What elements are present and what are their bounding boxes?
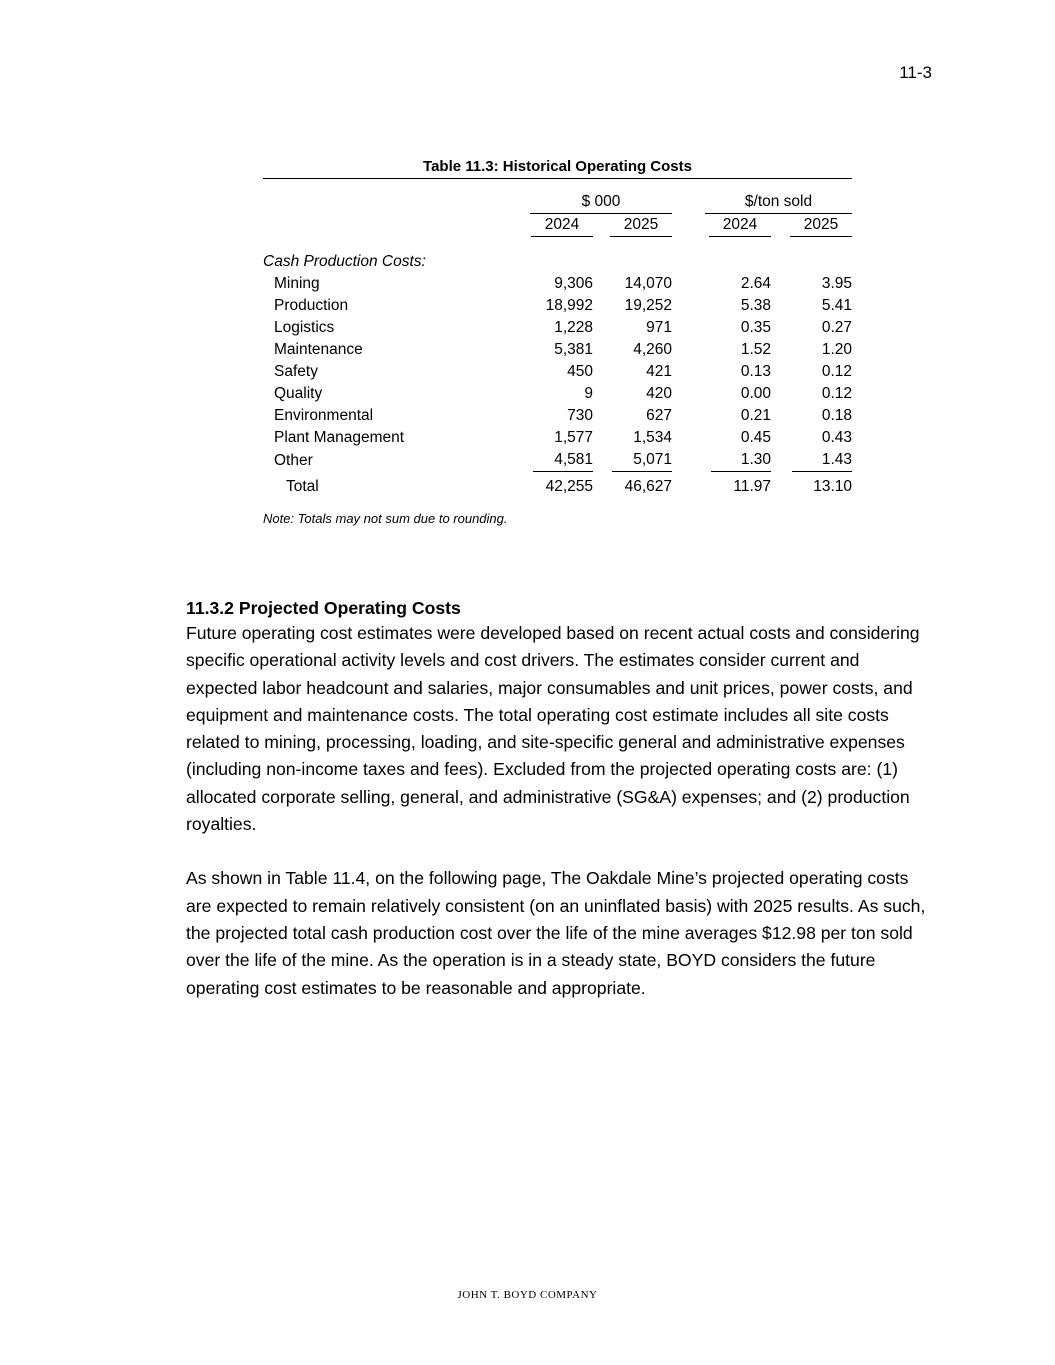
cell-value: 0.12 [821,385,852,402]
cell-value: 0.21 [740,407,771,424]
table-row [263,317,852,339]
footer: JOHN T. BOYD COMPANY [457,1289,598,1301]
table-row [263,405,852,427]
cell-value: 421 [646,363,672,380]
cell-value: 5,071 [612,449,672,472]
section-label: Cash Production Costs: [263,253,426,270]
cell-value: 0.18 [821,407,852,424]
row-label: Quality [274,385,323,402]
cell-value: 42,255 [545,478,593,495]
cell-value: 5.38 [740,297,771,314]
cell-value: 1,577 [554,429,593,446]
cell-value: 13.10 [813,478,852,495]
cell-value: 11.97 [733,478,771,495]
cell-value: 1,534 [633,429,672,446]
cell-value: 730 [567,407,593,424]
table-note: Note: Totals may not sum due to rounding. [263,511,508,526]
year-header: 2024 [709,214,771,237]
cell-value: 0.13 [740,363,771,380]
cell-value: 450 [567,363,593,380]
row-label: Maintenance [274,341,363,358]
group-header-per-ton: $/ton sold [705,191,852,214]
year-header: 2025 [790,214,852,237]
row-label: Logistics [274,319,335,336]
group-header-thousands: $ 000 [530,191,672,214]
cell-value: 0.35 [740,319,771,336]
cell-value: 1,228 [554,319,593,336]
paragraph: Future operating cost estimates were developed based on recent actual costs and considering specific operational activity levels and cost drivers. The estimates consider current and expected labor headcount and salaries, major consumables and unit prices, power costs, and equipment and maintenance costs. The total operating cost estimate includes all site costs related to mining, processing, loading, and site-specific general and administrative expenses (including non-income taxes and fees). Excluded from the projected operating costs are: (1) allocated corporate selling, general, and administrative (SG&A) expenses; and (2) production royalties. [186,623,920,835]
year-header: 2025 [610,214,672,237]
cell-value: 1.52 [740,341,771,358]
row-label: Safety [274,363,318,380]
paragraph: As shown in Table 11.4, on the following page, The Oakdale Mine’s projected operating costs are expected to remain relatively consistent (on an uninflated basis) with 2025 results. As such, the projected total cash production cost over the life of the mine averages $12.98 per ton sold over the life of the mine. As the operation is in a steady state, BOYD considers the future operating cost estimates to be reasonable and appropriate. [186,868,926,998]
cell-value: 3.95 [821,275,852,292]
table-row [263,449,852,472]
cell-value: 19,252 [624,297,672,314]
cell-value: 4,260 [633,341,672,358]
cell-value: 0.27 [821,319,852,336]
table-row [263,295,852,317]
row-label: Other [274,451,313,469]
cell-value: 0.43 [821,429,852,446]
row-label: Total [286,478,319,495]
cell-value: 5,381 [554,341,593,358]
cell-value: 5.41 [821,297,852,314]
cell-value: 14,070 [624,275,672,292]
cell-value: 46,627 [624,478,672,495]
cell-value: 0.00 [740,385,771,402]
table-row [263,361,852,383]
row-label: Environmental [274,407,374,424]
page-number: 11-3 [899,63,932,82]
cell-value: 4,581 [533,449,593,472]
cell-value: 971 [646,319,672,336]
table-row [263,273,852,295]
total-row [263,472,852,498]
cell-value: 0.12 [821,363,852,380]
row-label: Production [274,297,349,314]
group-header-row [263,191,852,214]
cell-value: 1.30 [711,449,771,472]
table-row [263,339,852,361]
cell-value: 1.43 [792,449,852,472]
cell-value: 0.45 [740,429,771,446]
year-header-row [263,214,852,237]
historical-operating-costs-table [263,158,852,526]
section-heading: 11.3.2 Projected Operating Costs [186,598,461,618]
table-row [263,383,852,405]
year-header: 2024 [531,214,593,237]
costs-table [263,191,852,498]
cell-value: 627 [646,407,672,424]
projected-operating-costs-section [186,596,931,1002]
section-label-row [263,245,852,273]
row-label: Plant Management [274,429,405,446]
cell-value: 9 [584,385,593,402]
row-label: Mining [274,275,320,292]
cell-value: 18,992 [545,297,593,314]
cell-value: 2.64 [740,275,771,292]
cell-value: 1.20 [821,341,852,358]
cell-value: 420 [646,385,672,402]
cell-value: 9,306 [554,275,593,292]
table-row [263,427,852,449]
table-title: Table 11.3: Historical Operating Costs [263,158,852,179]
